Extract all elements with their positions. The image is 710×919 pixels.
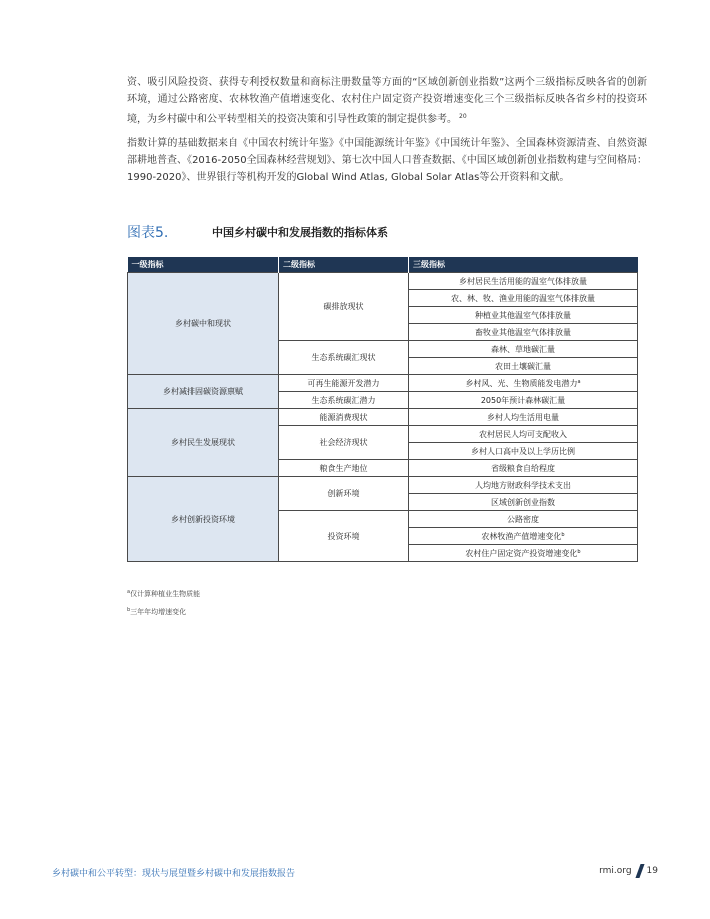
- level3-cell: 2050年预计森林碳汇量: [409, 392, 638, 409]
- indicator-table: [127, 257, 638, 562]
- note-a: $^a$仅计算种植业生物质能: [127, 589, 201, 598]
- footnote-mark: b: [577, 548, 581, 555]
- footnote-mark: a: [577, 378, 581, 385]
- slash-divider-icon: [635, 864, 644, 878]
- level3-cell: 人均地方财政科学技术支出: [409, 477, 638, 494]
- level2-cell: 投资环境: [279, 511, 409, 562]
- header-level3: 三级指标: [409, 257, 638, 273]
- table-row: [128, 477, 638, 494]
- figure-label: 图表5.: [127, 225, 169, 241]
- level3-cell: 省级粮食自给程度: [409, 460, 638, 477]
- level3-cell: 公路密度: [409, 511, 638, 528]
- level2-cell: 粮食生产地位: [279, 460, 409, 477]
- reference-20: 20: [459, 113, 467, 120]
- table-row: [128, 409, 638, 426]
- level1-cell: 乡村创新投资环境: [128, 477, 279, 562]
- figure-heading: [127, 222, 647, 242]
- level3-cell: 森林、草地碳汇量: [409, 341, 638, 358]
- note-b: $^b$三年年均增速变化: [127, 607, 187, 616]
- level1-cell: 乡村碳中和现状: [128, 273, 279, 375]
- level3-cell: 农林牧渔产值增速变化$^b$: [409, 528, 638, 545]
- level3-cell: 乡村人均生活用电量: [409, 409, 638, 426]
- footer-report-title: 乡村碳中和公平转型：现状与展望暨乡村碳中和发展指数报告: [52, 869, 296, 879]
- level3-cell: 畜牧业其他温室气体排放量: [409, 324, 638, 341]
- level2-cell: 创新环境: [279, 477, 409, 511]
- level1-cell: 乡村减排固碳资源禀赋: [128, 375, 279, 409]
- footnote-mark: b: [561, 531, 565, 538]
- body-paragraph-2: 指数计算的基础数据来自《中国农村统计年鉴》《中国能源统计年鉴》《中国统计年鉴》、全国森林资源清查、自然资源部耕地普查、《2016-2050全国森林经营规划》、第七次中国人口普查数据、《中国区域创新创业指数构建与空间格局：1990-2020》、世界银行等机构开发的Global Wind Atlas, Global Solar Atlas等公开资料和文献。: [127, 138, 647, 183]
- figure-title: 中国乡村碳中和发展指数的指标体系: [212, 226, 388, 239]
- footer-site-link[interactable]: rmi.org: [599, 866, 632, 876]
- level3-cell: 乡村人口高中及以上学历比例: [409, 443, 638, 460]
- level3-cell: 农村住户固定资产投资增速变化$^b$: [409, 545, 638, 562]
- header-level2: 二级指标: [279, 257, 409, 273]
- level3-cell: 农村居民人均可支配收入: [409, 426, 638, 443]
- level3-cell: 区域创新创业指数: [409, 494, 638, 511]
- level3-cell: 农田土壤碳汇量: [409, 358, 638, 375]
- level2-cell: 可再生能源开发潜力: [279, 375, 409, 392]
- level2-cell: 社会经济现状: [279, 426, 409, 460]
- level3-cell: 乡村风、光、生物质能发电潜力$^a$: [409, 375, 638, 392]
- level1-cell: 乡村民生发展现状: [128, 409, 279, 477]
- level3-cell: 种植业其他温室气体排放量: [409, 307, 638, 324]
- level2-cell: 生态系统碳汇潜力: [279, 392, 409, 409]
- header-level1: 一级指标: [128, 257, 279, 273]
- footer-page-info: [599, 864, 658, 878]
- table-notes: [127, 584, 200, 620]
- table-row: [128, 375, 638, 392]
- level2-cell: 能源消费现状: [279, 409, 409, 426]
- body-paragraph-1: 资、吸引风险投资、获得专利授权数量和商标注册数量等方面的“区域创新创业指数”这两个三级指标反映各省的创新环境，通过公路密度、农林牧渔产值增速变化、农村住户固定资产投资增速变化三个三级指标反映各省乡村的投资环境，为乡村碳中和公平转型相关的投资决策和引导性政策的制定提供参考。 $^{20}$: [127, 77, 647, 125]
- level3-cell: 乡村居民生活用能的温室气体排放量: [409, 273, 638, 290]
- table-header-row: [128, 257, 638, 273]
- level3-cell: 农、林、牧、渔业用能的温室气体排放量: [409, 290, 638, 307]
- table-row: [128, 273, 638, 290]
- level2-cell: 生态系统碳汇现状: [279, 341, 409, 375]
- page-number: 19: [646, 866, 658, 876]
- level2-cell: 碳排放现状: [279, 273, 409, 341]
